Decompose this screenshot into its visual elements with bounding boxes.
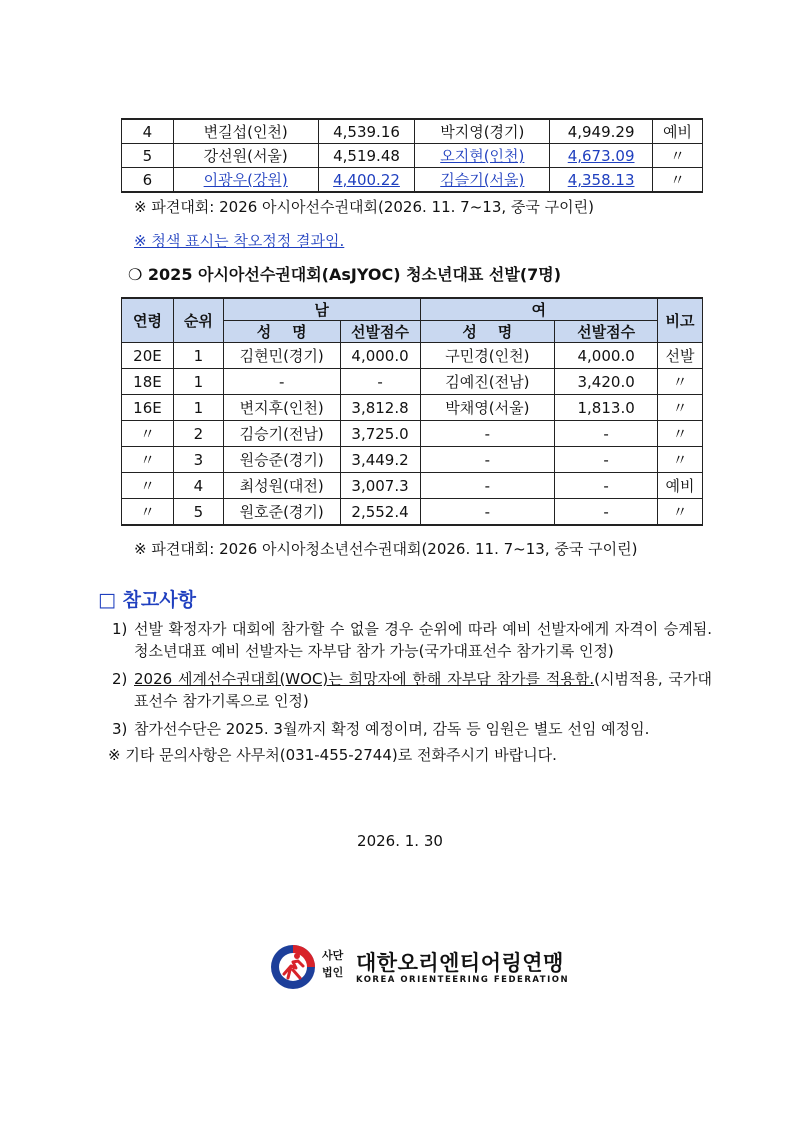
table-row [122, 473, 703, 499]
senior-selection-table-continued [121, 118, 703, 193]
rank-cell: 1 [173, 343, 223, 369]
note-cell: 예비 [658, 473, 703, 499]
rank-cell: 5 [122, 144, 174, 168]
age-cell: 16E [122, 395, 174, 421]
female-name-header: 성 명 [420, 321, 555, 343]
reference-title: □ 참고사항 [98, 589, 196, 611]
age-cell: 〃 [122, 473, 174, 499]
female-name-cell: 김예진(전남) [420, 369, 555, 395]
female-score-cell: 3,420.0 [555, 369, 658, 395]
rank-cell: 1 [173, 369, 223, 395]
table-row [122, 395, 703, 421]
female-score-cell [550, 144, 653, 168]
male-score-header: 선발점수 [340, 321, 420, 343]
rank-cell: 3 [173, 447, 223, 473]
contact-note: ※ 기타 문의사항은 사무처(031-455-2744)로 전화주시기 바랍니다. [108, 746, 557, 764]
note-cell: 〃 [658, 447, 703, 473]
note-cell: 〃 [658, 421, 703, 447]
male-score-cell: 4,539.16 [318, 119, 415, 144]
logo-english-name: KOREA ORIENTEERING FEDERATION [356, 975, 570, 985]
female-header: 여 [420, 298, 658, 321]
male-name-cell: 김현민(경기) [223, 343, 340, 369]
male-header: 남 [223, 298, 420, 321]
logo-name: 대한오리엔티어링연맹 [356, 951, 564, 975]
reference-item-1 [112, 618, 712, 662]
female-score-cell [550, 168, 653, 193]
female-score-cell: 4,000.0 [555, 343, 658, 369]
youth-dispatch-note: ※ 파견대회: 2026 아시아청소년선수권대회(2026. 11. 7~13, 중국 구이린) [134, 540, 638, 558]
table-row [122, 421, 703, 447]
female-name-cell [415, 168, 550, 193]
female-name-cell [415, 144, 550, 168]
female-name-cell: - [420, 421, 555, 447]
female-name-cell: 박채영(서울) [420, 395, 555, 421]
male-name-cell: - [223, 369, 340, 395]
youth-selection-table [121, 297, 703, 526]
item-text: 선발 확정자가 대회에 참가할 수 없을 경우 순위에 따라 예비 선발자에게 자격이 승계됨. 청소년대표 예비 선발자는 자부담 참가 가능(국가대표선수 참가기록 인정) [134, 620, 712, 660]
male-name-cell: 강선원(서울) [173, 144, 318, 168]
male-name-cell: 변지후(인천) [223, 395, 340, 421]
male-name-cell [173, 168, 318, 193]
note-cell: 〃 [653, 168, 703, 193]
male-name-cell: 원승준(경기) [223, 447, 340, 473]
federation-logo [270, 944, 570, 990]
note-cell: 〃 [658, 499, 703, 526]
male-score-cell: 2,552.4 [340, 499, 420, 526]
rank-cell: 1 [173, 395, 223, 421]
female-score-cell: - [555, 447, 658, 473]
note-cell: 〃 [653, 144, 703, 168]
age-cell: 〃 [122, 499, 174, 526]
male-score-cell: 4,000.0 [340, 343, 420, 369]
female-score-cell: - [555, 473, 658, 499]
female-score-cell: - [555, 499, 658, 526]
table-row [122, 499, 703, 526]
table-row [122, 447, 703, 473]
male-name-cell: 김승기(전남) [223, 421, 340, 447]
item-text [134, 668, 712, 712]
female-name-cell: - [420, 473, 555, 499]
note-cell: 선발 [658, 343, 703, 369]
female-name-cell: - [420, 447, 555, 473]
document-date: 2026. 1. 30 [357, 832, 443, 850]
correction-note: ※ 청색 표시는 착오정정 결과임. [134, 232, 345, 250]
corrected-value: 이광우(강원) [203, 171, 288, 189]
item-number: 2) [112, 670, 128, 688]
female-score-header: 선발점수 [555, 321, 658, 343]
age-header: 연령 [122, 298, 174, 343]
rank-header: 순위 [173, 298, 223, 343]
rank-cell: 6 [122, 168, 174, 193]
female-score-cell: - [555, 421, 658, 447]
male-name-cell: 변길섭(인천) [173, 119, 318, 144]
item-text-underlined: 2026 세계선수권대회(WOC)는 희망자에 한해 자부담 참가를 적용함. [134, 670, 595, 688]
orienteering-runner-emblem-icon [270, 944, 316, 990]
age-cell: 〃 [122, 421, 174, 447]
rank-cell: 4 [173, 473, 223, 499]
table-row [122, 343, 703, 369]
male-name-cell: 원호준(경기) [223, 499, 340, 526]
male-score-cell [318, 168, 415, 193]
table-row [122, 369, 703, 395]
rank-cell: 5 [173, 499, 223, 526]
male-score-cell: - [340, 369, 420, 395]
table-row [122, 119, 703, 144]
male-score-cell: 3,812.8 [340, 395, 420, 421]
item-number: 1) [112, 620, 128, 638]
female-name-cell: - [420, 499, 555, 526]
note-cell: 〃 [658, 395, 703, 421]
corrected-value: 김슬기(서울) [440, 171, 525, 189]
item-text-rest: (시범적용, 국가대표선수 참가기록으로 인정) [134, 670, 712, 710]
table-header-row [122, 298, 703, 321]
age-cell: 18E [122, 369, 174, 395]
table-row [122, 168, 703, 193]
section-title: ❍ 2025 아시아선수권대회(AsJYOC) 청소년대표 선발(7명) [128, 265, 562, 284]
age-cell: 20E [122, 343, 174, 369]
note-cell: 〃 [658, 369, 703, 395]
reference-item-2 [112, 668, 712, 712]
rank-cell: 4 [122, 119, 174, 144]
male-score-cell: 3,449.2 [340, 447, 420, 473]
female-score-cell: 4,949.29 [550, 119, 653, 144]
logo-sub2: 법인 [322, 966, 344, 979]
item-text: 참가선수단은 2025. 3월까지 확정 예정이며, 감독 등 임원은 별도 선임 예정임. [134, 720, 650, 738]
male-score-cell: 3,725.0 [340, 421, 420, 447]
female-name-cell: 구민경(인천) [420, 343, 555, 369]
female-score-cell: 1,813.0 [555, 395, 658, 421]
note-cell: 예비 [653, 119, 703, 144]
rank-cell: 2 [173, 421, 223, 447]
table-row [122, 144, 703, 168]
male-score-cell: 4,519.48 [318, 144, 415, 168]
corrected-value: 4,358.13 [567, 170, 635, 189]
logo-sub1: 사단 [322, 949, 344, 962]
male-name-cell: 최성원(대전) [223, 473, 340, 499]
note-header: 비고 [658, 298, 703, 343]
corrected-value: 4,673.09 [567, 146, 635, 165]
item-number: 3) [112, 720, 128, 738]
corrected-value: 4,400.22 [333, 170, 400, 189]
age-cell: 〃 [122, 447, 174, 473]
male-score-cell: 3,007.3 [340, 473, 420, 499]
male-name-header: 성 명 [223, 321, 340, 343]
reference-item-3 [112, 718, 712, 740]
corrected-value: 오지현(인천) [440, 147, 525, 165]
female-name-cell: 박지영(경기) [415, 119, 550, 144]
dispatch-note: ※ 파견대회: 2026 아시아선수권대회(2026. 11. 7~13, 중국 구이린) [134, 198, 594, 216]
